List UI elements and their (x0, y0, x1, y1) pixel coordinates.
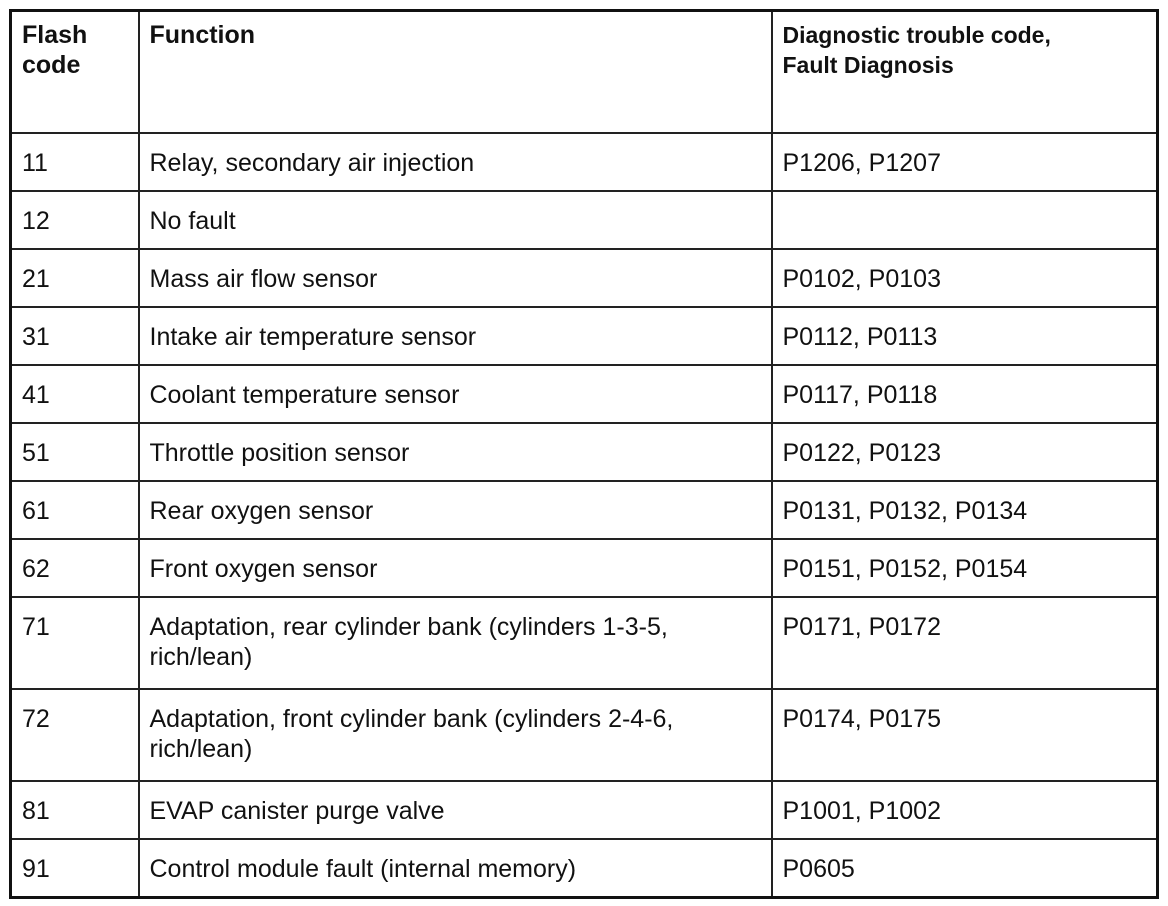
function-cell: EVAP canister purge valve (139, 781, 772, 839)
flash-code-cell: 51 (11, 423, 139, 481)
flash-code-table (9, 9, 1159, 899)
table-row (11, 249, 1158, 307)
flash-code-cell: 11 (11, 133, 139, 191)
flash-code-cell: 62 (11, 539, 139, 597)
dtc-cell: P0102, P0103 (772, 249, 1158, 307)
flash-code-cell: 21 (11, 249, 139, 307)
dtc-cell: P0174, P0175 (772, 689, 1158, 781)
flash-code-cell: 72 (11, 689, 139, 781)
table-row (11, 365, 1158, 423)
table-row (11, 781, 1158, 839)
function-cell: Coolant temperature sensor (139, 365, 772, 423)
dtc-cell: P0112, P0113 (772, 307, 1158, 365)
function-cell: Relay, secondary air injection (139, 133, 772, 191)
table-row (11, 423, 1158, 481)
function-cell: Adaptation, rear cylinder bank (cylinders 1-3-5, rich/lean) (139, 597, 772, 689)
header-diagnostic-trouble-code: Diagnostic trouble code, Fault Diagnosis (772, 11, 1158, 133)
dtc-cell: P1001, P1002 (772, 781, 1158, 839)
flash-code-cell: 81 (11, 781, 139, 839)
table-row (11, 307, 1158, 365)
flash-code-cell: 31 (11, 307, 139, 365)
table-row (11, 839, 1158, 897)
function-cell: Mass air flow sensor (139, 249, 772, 307)
table-row (11, 597, 1158, 689)
header-function: Function (139, 11, 772, 133)
function-cell: Rear oxygen sensor (139, 481, 772, 539)
table-row (11, 689, 1158, 781)
flash-code-cell: 12 (11, 191, 139, 249)
function-cell: Adaptation, front cylinder bank (cylinders 2-4-6, rich/lean) (139, 689, 772, 781)
table-row (11, 133, 1158, 191)
dtc-cell: P1206, P1207 (772, 133, 1158, 191)
table-header-row (11, 11, 1158, 133)
table-row (11, 191, 1158, 249)
flash-code-cell: 71 (11, 597, 139, 689)
dtc-cell (772, 191, 1158, 249)
dtc-cell: P0151, P0152, P0154 (772, 539, 1158, 597)
table-row (11, 481, 1158, 539)
dtc-cell: P0117, P0118 (772, 365, 1158, 423)
flash-code-cell: 91 (11, 839, 139, 897)
function-cell: Control module fault (internal memory) (139, 839, 772, 897)
function-cell: Front oxygen sensor (139, 539, 772, 597)
function-cell: Throttle position sensor (139, 423, 772, 481)
flash-code-cell: 41 (11, 365, 139, 423)
dtc-cell: P0605 (772, 839, 1158, 897)
header-flash-code: Flash code (11, 11, 139, 133)
function-cell: No fault (139, 191, 772, 249)
dtc-cell: P0122, P0123 (772, 423, 1158, 481)
table-row (11, 539, 1158, 597)
dtc-cell: P0131, P0132, P0134 (772, 481, 1158, 539)
flash-code-cell: 61 (11, 481, 139, 539)
dtc-cell: P0171, P0172 (772, 597, 1158, 689)
function-cell: Intake air temperature sensor (139, 307, 772, 365)
